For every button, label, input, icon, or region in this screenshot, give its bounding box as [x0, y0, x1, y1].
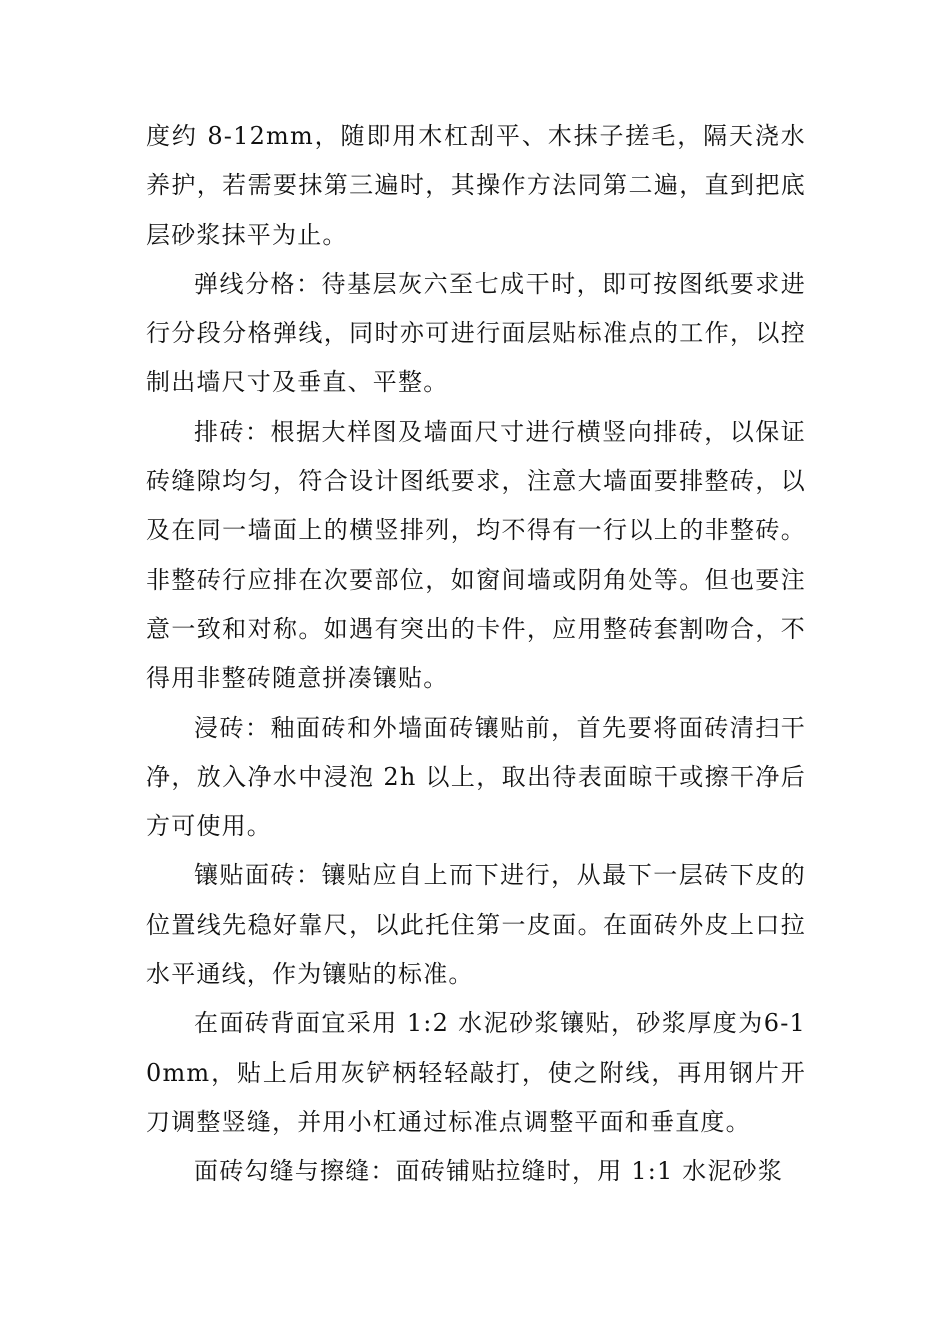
- paragraph-7: 面砖勾缝与擦缝：面砖铺贴拉缝时，用 1:1 水泥砂浆: [194, 1157, 784, 1186]
- body-text: [146, 112, 806, 1197]
- paragraph-2: 弹线分格：待基层灰六至七成干时，即可按图纸要求进行分段分格弹线，同时亦可进行面层贴标准点的工作，以控制出墙尺寸及垂直、平整。: [146, 269, 806, 397]
- paragraph-6: 在面砖背面宜采用 1:2 水泥砂浆镶贴，砂浆厚度为6-10mm，贴上后用灰铲柄轻轻敲打，使之附线，再用钢片开刀调整竖缝，并用小杠通过标准点调整平面和垂直度。: [146, 1009, 806, 1136]
- paragraph-5: 镶贴面砖：镶贴应自上而下进行，从最下一层砖下皮的位置线先稳好靠尺，以此托住第一皮面。在面砖外皮上口拉水平通线，作为镶贴的标准。: [146, 861, 806, 989]
- paragraph-1: 度约 8-12mm，随即用木杠刮平、木抹子搓毛，隔天浇水养护，若需要抹第三遍时，其操作方法同第二遍，直到把底层砂浆抹平为止。: [146, 122, 806, 249]
- paragraph-3: 排砖：根据大样图及墙面尺寸进行横竖向排砖，以保证砖缝隙均匀，符合设计图纸要求，注意大墙面要排整砖，以及在同一墙面上的横竖排列，均不得有一行以上的非整砖。非整砖行应排在次要部位，如窗间墙或阴角处等。但也要注意一致和对称。如遇有突出的卡件，应用整砖套割吻合，不得用非整砖随意拼凑镶贴。: [146, 417, 806, 693]
- paragraph-4: 浸砖：釉面砖和外墙面砖镶贴前，首先要将面砖清扫干净，放入净水中浸泡 2h 以上，取出待表面晾干或擦干净后方可使用。: [146, 713, 806, 841]
